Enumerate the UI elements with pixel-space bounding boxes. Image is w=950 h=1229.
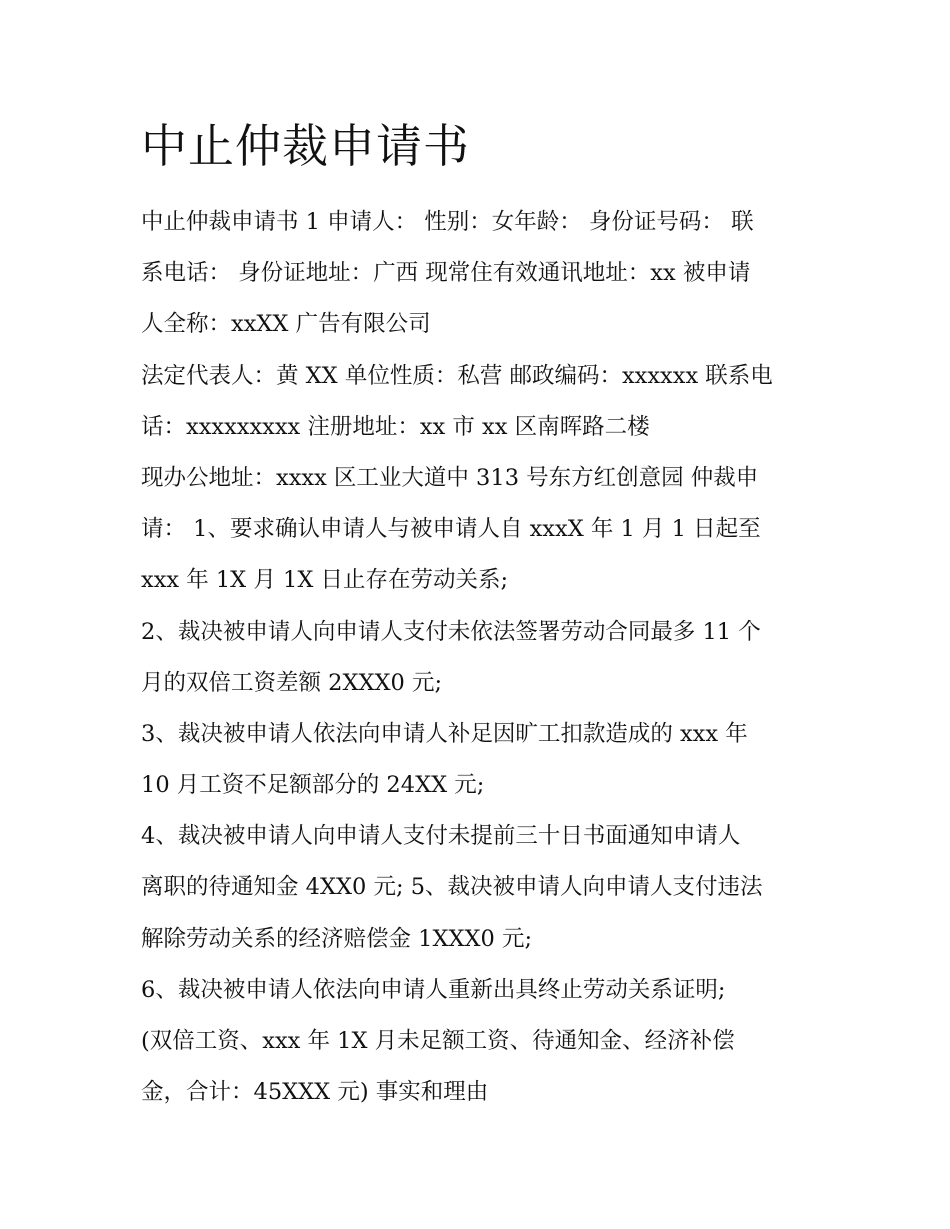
body-line: 4、裁决被申请人向申请人支付未提前三十日书面通知申请人 (141, 823, 741, 850)
document-title: 中止仲裁申请书 (141, 119, 470, 173)
body-line: 人全称：xxXX 广告有限公司 (141, 311, 431, 338)
body-line: 2、裁决被申请人向申请人支付未依法签署劳动合同最多 11 个 (141, 618, 761, 645)
body-line: (双倍工资、xxx 年 1X 月未足额工资、待通知金、经济补偿 (141, 1028, 735, 1054)
document-body (141, 197, 809, 1118)
body-line: 6、裁决被申请人依法向申请人重新出具终止劳动关系证明; (141, 976, 726, 1003)
body-line: 中止仲裁申请书 1 申请人： 性别：女年龄： 身份证号码： 联 (141, 209, 754, 235)
body-line: 10 月工资不足额部分的 24XX 元; (141, 772, 485, 799)
body-line: 3、裁决被申请人依法向申请人补足因旷工扣款造成的 xxx 年 (141, 720, 748, 747)
body-line: 系电话： 身份证地址：广西 现常住有效通讯地址：xx 被申请 (141, 260, 751, 287)
body-line: 法定代表人：黄 XX 单位性质：私营 邮政编码：xxxxxx 联系电 (141, 362, 773, 389)
body-line: 金，合计：45XXX 元) 事实和理由 (141, 1079, 489, 1106)
body-line: xxx 年 1X 月 1X 日止存在劳动关系; (141, 567, 509, 594)
body-line: 解除劳动关系的经济赔偿金 1XXX0 元; (141, 925, 533, 952)
body-line: 现办公地址：xxxx 区工业大道中 313 号东方红创意园 仲裁申 (141, 464, 759, 491)
body-line: 月的双倍工资差额 2XXX0 元; (141, 669, 443, 696)
body-line: 离职的待通知金 4XX0 元; 5、裁决被申请人向申请人支付违法 (141, 874, 763, 901)
body-line: 请： 1、要求确认申请人与被申请人自 xxxX 年 1 月 1 日起至 (141, 516, 761, 543)
body-line: 话：xxxxxxxxx 注册地址：xx 市 xx 区南晖路二楼 (141, 413, 650, 440)
